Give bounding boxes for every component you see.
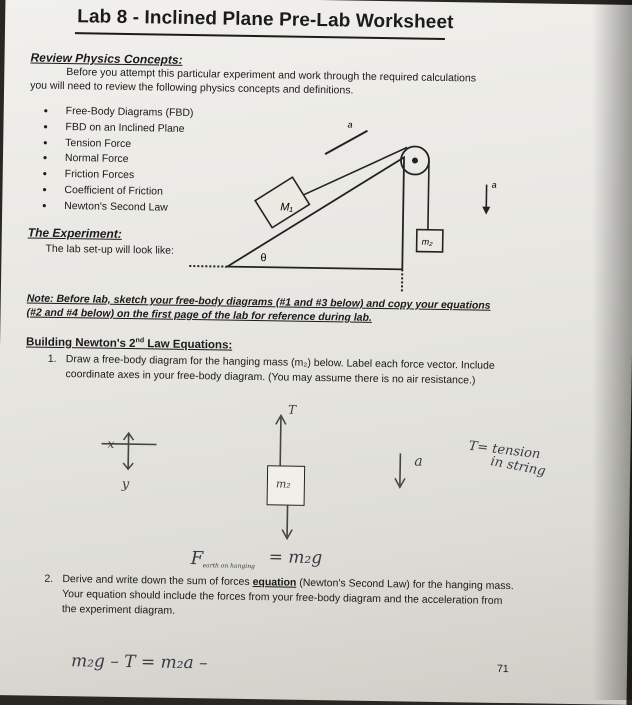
concept-item: • Friction Forces [43, 167, 193, 185]
hanging-accel-label: a [492, 180, 497, 190]
incline-accel-label: a [347, 119, 352, 129]
accel-label: a [414, 454, 423, 470]
handwritten-equation: m₂g – T = m₂a – [71, 651, 208, 673]
concept-item: • Tension Force [43, 135, 193, 153]
newton-heading-sup: nd [136, 337, 145, 344]
question-number: 2. [44, 572, 53, 587]
experiment-text: The lab set-up will look like: [45, 243, 174, 257]
weight-force-equation: = m₂g [269, 547, 323, 568]
experiment-heading: The Experiment: [28, 225, 122, 240]
tension-note-line1: T= tension [468, 439, 541, 463]
mass1-label: M₁ [280, 201, 293, 213]
q2-text-post: (Newton's Second Law) for the hanging mass. Your equation should include the forces from your free-body diagram and the acceleration from the experiment diagram. [62, 577, 514, 617]
angle-label: θ [260, 252, 266, 264]
page-number: 71 [497, 663, 509, 675]
q2-text-pre: Derive and write down the sum of forces [62, 573, 252, 588]
concept-item: • Normal Force [43, 151, 193, 169]
newton-heading-pre: Building Newton's 2 [26, 336, 136, 350]
tension-note-line2: in string [489, 454, 546, 479]
axis-y-label: y [122, 477, 130, 492]
tension-arrow [280, 417, 281, 467]
newton-heading-post: Law Equations: [144, 338, 232, 351]
tension-label: T [288, 403, 296, 417]
review-heading: Review Physics Concepts: [30, 50, 182, 66]
concept-item: • Free-Body Diagrams (FBD) [44, 104, 194, 122]
y-axis [128, 434, 129, 469]
concept-item: • Newton's Second Law [42, 198, 192, 216]
concept-item: • Coefficient of Friction [42, 183, 192, 201]
accel-arrow [400, 453, 401, 485]
weight-force-subscript: earth on hanging [203, 562, 255, 570]
weight-arrow [287, 505, 288, 537]
question-text [62, 572, 515, 624]
axis-x-label: x [107, 437, 114, 451]
question-number: 1. [48, 352, 57, 367]
review-intro-line2: you will need to review the following physics concepts and definitions. [30, 79, 354, 96]
weight-force-symbol: F [191, 548, 204, 569]
question-text: Draw a free-body diagram for the hanging mass (m₂) below. Label each force vector. Include coordinate axes in your free-body diagram. (You may assume there is no air resistance.) [65, 352, 502, 388]
question-2 [44, 572, 515, 624]
review-intro-line1: Before you attempt this particular experiment and work through the required calculations [66, 66, 476, 84]
note-paragraph: Note: Before lab, sketch your free-body diagrams (#1 and #3 below) and copy your equations (#2 and #4 below) on the first page of the lab for reference during lab. [26, 291, 506, 327]
q2-text-underlined: equation [253, 576, 297, 589]
box-label: m₂ [276, 477, 291, 490]
concept-item: • FBD on an Inclined Plane [43, 119, 193, 137]
page-title: Lab 8 - Inclined Plane Pre-Lab Worksheet [77, 6, 454, 34]
mass2-label: m₂ [422, 237, 434, 247]
